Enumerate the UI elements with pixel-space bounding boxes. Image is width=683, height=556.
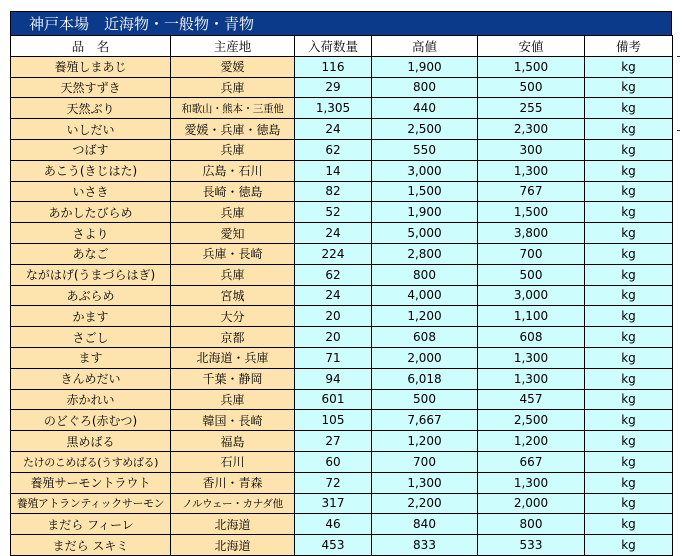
table-row (11, 431, 673, 452)
item-origin: 長崎・徳島 (171, 181, 295, 202)
item-origin: 愛媛 (171, 56, 295, 77)
item-quantity: 82 (295, 181, 372, 202)
item-low-price: 1,300 (478, 347, 585, 368)
item-origin: 福島 (171, 431, 295, 452)
item-name: まだら フィーレ (11, 514, 171, 535)
item-high-price: 700 (372, 451, 478, 472)
item-quantity: 27 (295, 431, 372, 452)
item-high-price: 1,900 (372, 202, 478, 223)
item-low-price: 700 (478, 243, 585, 264)
sheet-title: 神戸本場 近海物・一般物・青物 (10, 11, 672, 35)
item-note: kg (585, 181, 673, 202)
price-sheet (10, 11, 672, 556)
table-row (11, 389, 673, 410)
item-name: 天然すずき (11, 77, 171, 98)
header-high: 高値 (372, 36, 478, 57)
item-low-price: 1,100 (478, 306, 585, 327)
item-note: kg (585, 139, 673, 160)
item-name: あぶらめ (11, 285, 171, 306)
table-row (11, 410, 673, 431)
item-high-price: 440 (372, 98, 478, 119)
item-low-price: 2,500 (478, 410, 585, 431)
item-high-price: 3,000 (372, 160, 478, 181)
item-note: kg (585, 451, 673, 472)
item-high-price: 500 (372, 389, 478, 410)
item-origin: 宮城 (171, 285, 295, 306)
item-name: のどぐろ(赤むつ) (11, 410, 171, 431)
item-high-price: 5,000 (372, 223, 478, 244)
item-low-price: 800 (478, 514, 585, 535)
item-high-price: 2,000 (372, 347, 478, 368)
table-row (11, 160, 673, 181)
item-name: あかしたびらめ (11, 202, 171, 223)
item-low-price: 500 (478, 77, 585, 98)
item-origin: 愛知 (171, 223, 295, 244)
item-low-price: 1,500 (478, 56, 585, 77)
item-origin: 大分 (171, 306, 295, 327)
item-name: さごし (11, 327, 171, 348)
item-note: kg (585, 389, 673, 410)
table-row (11, 368, 673, 389)
item-quantity: 24 (295, 119, 372, 140)
item-note: kg (585, 160, 673, 181)
item-quantity: 453 (295, 535, 372, 556)
header-name: 品 名 (11, 36, 171, 57)
item-quantity: 60 (295, 451, 372, 472)
item-quantity: 105 (295, 410, 372, 431)
item-quantity: 72 (295, 472, 372, 493)
item-origin: 兵庫 (171, 202, 295, 223)
table-row (11, 223, 673, 244)
item-low-price: 500 (478, 264, 585, 285)
table-row (11, 181, 673, 202)
item-note: kg (585, 119, 673, 140)
item-origin: 兵庫 (171, 77, 295, 98)
table-row (11, 285, 673, 306)
item-high-price: 1,200 (372, 431, 478, 452)
item-origin: 香川・青森 (171, 472, 295, 493)
item-name: さより (11, 223, 171, 244)
item-origin: 兵庫・長崎 (171, 243, 295, 264)
item-note: kg (585, 56, 673, 77)
item-name: たけのこめばる(うすめばる) (11, 451, 171, 472)
item-low-price: 300 (478, 139, 585, 160)
item-high-price: 4,000 (372, 285, 478, 306)
item-quantity: 24 (295, 223, 372, 244)
item-origin: 広島・石川 (171, 160, 295, 181)
item-origin: 和歌山・熊本・三重他 (171, 98, 295, 119)
item-low-price: 2,000 (478, 493, 585, 514)
item-note: kg (585, 431, 673, 452)
item-high-price: 800 (372, 264, 478, 285)
item-origin: 兵庫 (171, 389, 295, 410)
item-quantity: 24 (295, 285, 372, 306)
item-quantity: 1,305 (295, 98, 372, 119)
item-note: kg (585, 285, 673, 306)
item-high-price: 608 (372, 327, 478, 348)
header-quantity: 入荷数量 (295, 36, 372, 57)
item-high-price: 6,018 (372, 368, 478, 389)
item-note: kg (585, 535, 673, 556)
item-name: 天然ぶり (11, 98, 171, 119)
item-note: kg (585, 368, 673, 389)
item-low-price: 667 (478, 451, 585, 472)
item-quantity: 20 (295, 306, 372, 327)
table-row (11, 451, 673, 472)
item-origin: 兵庫 (171, 264, 295, 285)
item-low-price: 1,300 (478, 160, 585, 181)
table-row (11, 306, 673, 327)
item-origin: 千葉・静岡 (171, 368, 295, 389)
item-origin: 北海道・兵庫 (171, 347, 295, 368)
market-price-table (10, 35, 673, 556)
item-note: kg (585, 410, 673, 431)
item-quantity: 224 (295, 243, 372, 264)
item-high-price: 800 (372, 77, 478, 98)
item-note: kg (585, 493, 673, 514)
item-origin: 韓国・長崎 (171, 410, 295, 431)
table-row (11, 56, 673, 77)
item-quantity: 71 (295, 347, 372, 368)
item-origin: 愛媛・兵庫・徳島 (171, 119, 295, 140)
item-high-price: 1,500 (372, 181, 478, 202)
item-name: つばす (11, 139, 171, 160)
item-low-price: 1,300 (478, 368, 585, 389)
item-note: kg (585, 243, 673, 264)
item-quantity: 601 (295, 389, 372, 410)
item-quantity: 46 (295, 514, 372, 535)
item-origin: 北海道 (171, 514, 295, 535)
table-row (11, 264, 673, 285)
item-origin: 北海道 (171, 535, 295, 556)
item-quantity: 20 (295, 327, 372, 348)
item-low-price: 608 (478, 327, 585, 348)
item-quantity: 62 (295, 264, 372, 285)
item-name: いさき (11, 181, 171, 202)
item-origin: 京都 (171, 327, 295, 348)
edge-mark (677, 56, 680, 57)
item-name: 赤かれい (11, 389, 171, 410)
item-note: kg (585, 472, 673, 493)
item-low-price: 2,300 (478, 119, 585, 140)
table-row (11, 535, 673, 556)
item-name: ます (11, 347, 171, 368)
item-quantity: 29 (295, 77, 372, 98)
item-low-price: 3,000 (478, 285, 585, 306)
header-origin: 主産地 (171, 36, 295, 57)
item-high-price: 1,200 (372, 306, 478, 327)
edge-mark (677, 130, 680, 131)
item-quantity: 317 (295, 493, 372, 514)
item-quantity: 14 (295, 160, 372, 181)
item-low-price: 1,200 (478, 431, 585, 452)
item-name: ながはげ(うまづらはぎ) (11, 264, 171, 285)
item-name: まだら スキミ (11, 535, 171, 556)
item-high-price: 833 (372, 535, 478, 556)
item-note: kg (585, 202, 673, 223)
item-low-price: 767 (478, 181, 585, 202)
item-high-price: 1,900 (372, 56, 478, 77)
item-note: kg (585, 306, 673, 327)
item-quantity: 52 (295, 202, 372, 223)
item-high-price: 2,800 (372, 243, 478, 264)
item-name: いしだい (11, 119, 171, 140)
item-note: kg (585, 98, 673, 119)
table-row (11, 493, 673, 514)
item-origin: 兵庫 (171, 139, 295, 160)
item-origin: 石川 (171, 451, 295, 472)
item-note: kg (585, 77, 673, 98)
table-row (11, 347, 673, 368)
item-note: kg (585, 223, 673, 244)
item-note: kg (585, 264, 673, 285)
item-high-price: 1,300 (372, 472, 478, 493)
table-row (11, 139, 673, 160)
header-row (11, 36, 673, 57)
item-high-price: 7,667 (372, 410, 478, 431)
item-name: 養殖しまあじ (11, 56, 171, 77)
item-name: あこう(きじはた) (11, 160, 171, 181)
item-name: かます (11, 306, 171, 327)
item-low-price: 3,800 (478, 223, 585, 244)
table-row (11, 472, 673, 493)
item-note: kg (585, 327, 673, 348)
item-name: 黒めばる (11, 431, 171, 452)
item-high-price: 2,500 (372, 119, 478, 140)
item-high-price: 2,200 (372, 493, 478, 514)
header-note: 備考 (585, 36, 673, 57)
table-row (11, 202, 673, 223)
item-quantity: 94 (295, 368, 372, 389)
item-note: kg (585, 347, 673, 368)
item-high-price: 550 (372, 139, 478, 160)
item-high-price: 840 (372, 514, 478, 535)
table-row (11, 98, 673, 119)
item-name: 養殖アトランティックサーモン (11, 493, 171, 514)
item-low-price: 457 (478, 389, 585, 410)
header-low: 安値 (478, 36, 585, 57)
item-low-price: 1,300 (478, 472, 585, 493)
item-origin: ノルウェー・カナダ他 (171, 493, 295, 514)
table-row (11, 77, 673, 98)
table-row (11, 514, 673, 535)
item-quantity: 62 (295, 139, 372, 160)
item-low-price: 255 (478, 98, 585, 119)
item-quantity: 116 (295, 56, 372, 77)
item-low-price: 1,500 (478, 202, 585, 223)
item-name: あなご (11, 243, 171, 264)
table-row (11, 243, 673, 264)
item-name: きんめだい (11, 368, 171, 389)
item-name: 養殖サーモントラウト (11, 472, 171, 493)
table-row (11, 327, 673, 348)
table-row (11, 119, 673, 140)
item-note: kg (585, 514, 673, 535)
item-low-price: 533 (478, 535, 585, 556)
